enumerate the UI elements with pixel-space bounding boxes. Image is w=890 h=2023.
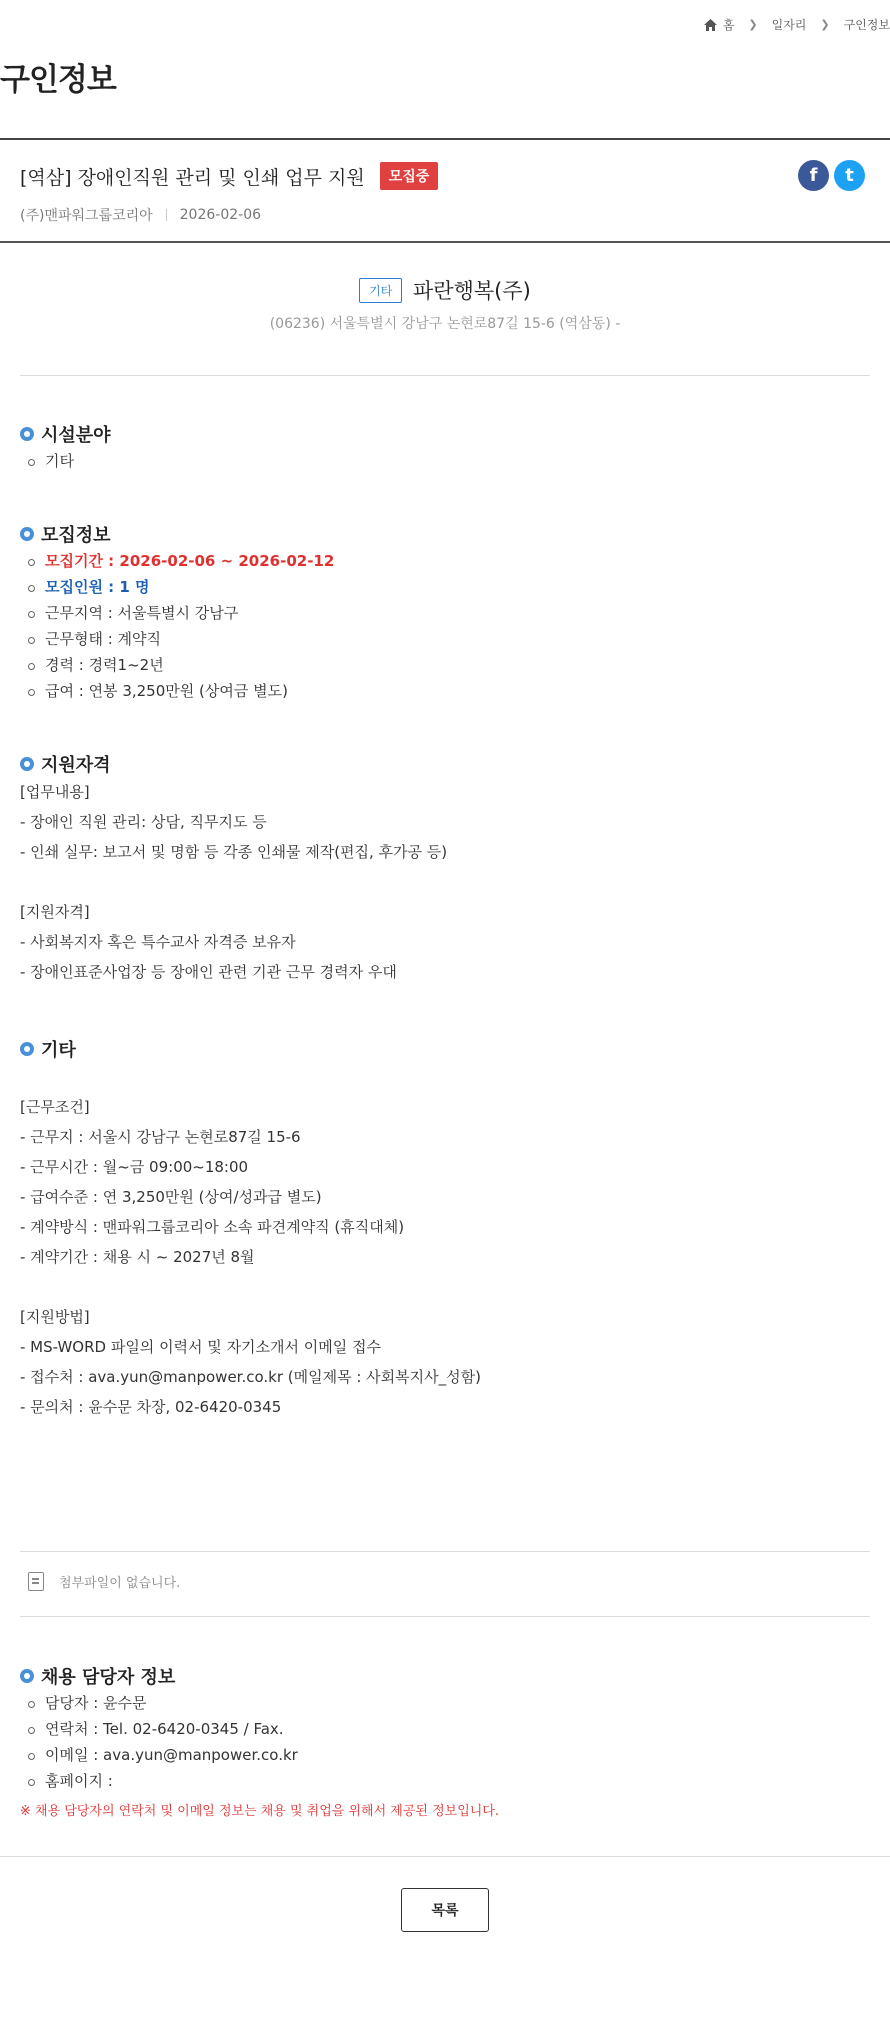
section-title: 시설분야 — [41, 425, 111, 446]
text-line: - 계약기간 : 채용 시 ~ 2027년 8월 — [20, 1248, 255, 1266]
section-facility-heading — [20, 421, 111, 447]
section-bullet-icon — [20, 757, 34, 771]
organization-name: 파란행복(주) — [413, 279, 531, 303]
breadcrumb — [704, 16, 890, 33]
section-bullet-icon — [20, 1669, 34, 1683]
divider — [0, 241, 890, 243]
divider — [0, 138, 890, 140]
recruit-period: 모집기간 : 2026-02-06 ~ 2026-02-12 — [28, 548, 334, 574]
divider — [20, 1551, 870, 1552]
text-line: - 급여수준 : 연 3,250만원 (상여/성과급 별도) — [20, 1188, 322, 1206]
recruit-region: 근무지역 : 서울특별시 강남구 — [28, 600, 334, 626]
post-date: 2026-02-06 — [179, 207, 262, 223]
attachment-info — [28, 1572, 180, 1591]
twitter-share-icon[interactable]: t — [834, 160, 865, 191]
section-bullet-icon — [20, 1042, 34, 1056]
organization-address: (06236) 서울특별시 강남구 논현로87길 15-6 (역삼동) - — [269, 316, 621, 332]
section-title: 지원자격 — [41, 755, 111, 776]
contact-homepage: 홈페이지 : — [28, 1768, 298, 1794]
contact-email: 이메일 : ava.yun@manpower.co.kr — [28, 1742, 298, 1768]
divider — [0, 1856, 890, 1857]
breadcrumb-home-label: 홈 — [722, 18, 735, 32]
text-line: - 장애인표준사업장 등 장애인 관련 기관 근무 경력자 우대 — [20, 963, 397, 981]
recruit-career: 경력 : 경력1~2년 — [28, 652, 334, 678]
page-title: 구인정보 — [0, 62, 116, 98]
etc-text — [20, 1092, 481, 1422]
section-title: 채용 담당자 정보 — [41, 1667, 176, 1688]
section-contact-heading — [20, 1663, 175, 1689]
attachment-text: 첨부파일이 없습니다. — [59, 1576, 181, 1591]
text-line: [지원자격] — [20, 903, 90, 921]
text-line: - 계약방식 : 맨파워그룹코리아 소속 파견계약직 (휴직대체) — [20, 1218, 405, 1236]
file-icon — [28, 1572, 44, 1591]
contact-notice: ※ 채용 담당자의 연락처 및 이메일 정보는 채용 및 취업을 위해서 제공된 정보입니다. — [20, 1804, 500, 1819]
divider — [20, 1616, 870, 1617]
section-bullet-icon — [20, 527, 34, 541]
facility-list — [28, 448, 74, 474]
section-qualification-heading — [20, 751, 111, 777]
contact-list — [28, 1690, 298, 1794]
status-badge: 모집중 — [380, 162, 439, 190]
list-button[interactable]: 목록 — [401, 1888, 489, 1932]
facebook-share-icon[interactable]: f — [798, 160, 829, 191]
breadcrumb-home[interactable] — [704, 16, 735, 33]
text-line: [지원방법] — [20, 1308, 90, 1326]
breadcrumb-jobs[interactable]: 일자리 — [771, 18, 807, 32]
text-line: - 인쇄 실무: 보고서 및 명함 등 각종 인쇄물 제작(편집, 후가공 등) — [20, 843, 448, 861]
organization — [0, 275, 890, 305]
section-bullet-icon — [20, 427, 34, 441]
text-line: - 근무지 : 서울시 강남구 논현로87길 15-6 — [20, 1128, 301, 1146]
text-line: - 근무시간 : 월~금 09:00~18:00 — [20, 1158, 249, 1176]
text-line — [20, 867, 447, 897]
recruit-headcount: 모집인원 : 1 명 — [28, 574, 334, 600]
recruit-salary: 급여 : 연봉 3,250만원 (상여금 별도) — [28, 678, 334, 704]
text-line: - 장애인 직원 관리: 상담, 직무지도 등 — [20, 813, 267, 831]
text-line: - 사회복지자 혹은 특수교사 자격증 보유자 — [20, 933, 296, 951]
contact-phone: 연락처 : Tel. 02-6420-0345 / Fax. — [28, 1716, 298, 1742]
contact-manager: 담당자 : 윤수문 — [28, 1690, 298, 1716]
text-line — [20, 1272, 481, 1302]
text-line: - 문의처 : 윤수문 차장, 02-6420-0345 — [20, 1398, 282, 1416]
company-name: (주)맨파워그룹코리아 — [20, 208, 153, 224]
chevron-right-icon: ❯ — [748, 18, 758, 31]
social-share — [798, 160, 865, 191]
list-item: 기타 — [28, 448, 74, 474]
section-title: 기타 — [41, 1040, 76, 1061]
text-line: - 접수처 : ava.yun@manpower.co.kr (메일제목 : 사회복지사_성함) — [20, 1368, 481, 1386]
text-line: [근무조건] — [20, 1098, 90, 1116]
job-title-row — [20, 162, 438, 190]
chevron-right-icon: ❯ — [820, 18, 830, 31]
qualification-text — [20, 777, 447, 987]
job-meta — [20, 205, 261, 225]
breadcrumb-job-posting[interactable]: 구인정보 — [843, 18, 890, 32]
text-line: - MS-WORD 파일의 이력서 및 자기소개서 이메일 접수 — [20, 1338, 381, 1356]
meta-divider — [166, 209, 167, 221]
section-title: 모집정보 — [41, 525, 111, 546]
recruit-list — [28, 548, 334, 704]
organization-tag: 기타 — [359, 278, 402, 303]
home-icon — [704, 19, 717, 31]
divider — [20, 375, 870, 376]
section-recruit-heading — [20, 521, 111, 547]
section-etc-heading — [20, 1036, 76, 1062]
job-title: [역삼] 장애인직원 관리 및 인쇄 업무 지원 — [20, 166, 365, 189]
recruit-type: 근무형태 : 계약직 — [28, 626, 334, 652]
text-line: [업무내용] — [20, 783, 90, 801]
